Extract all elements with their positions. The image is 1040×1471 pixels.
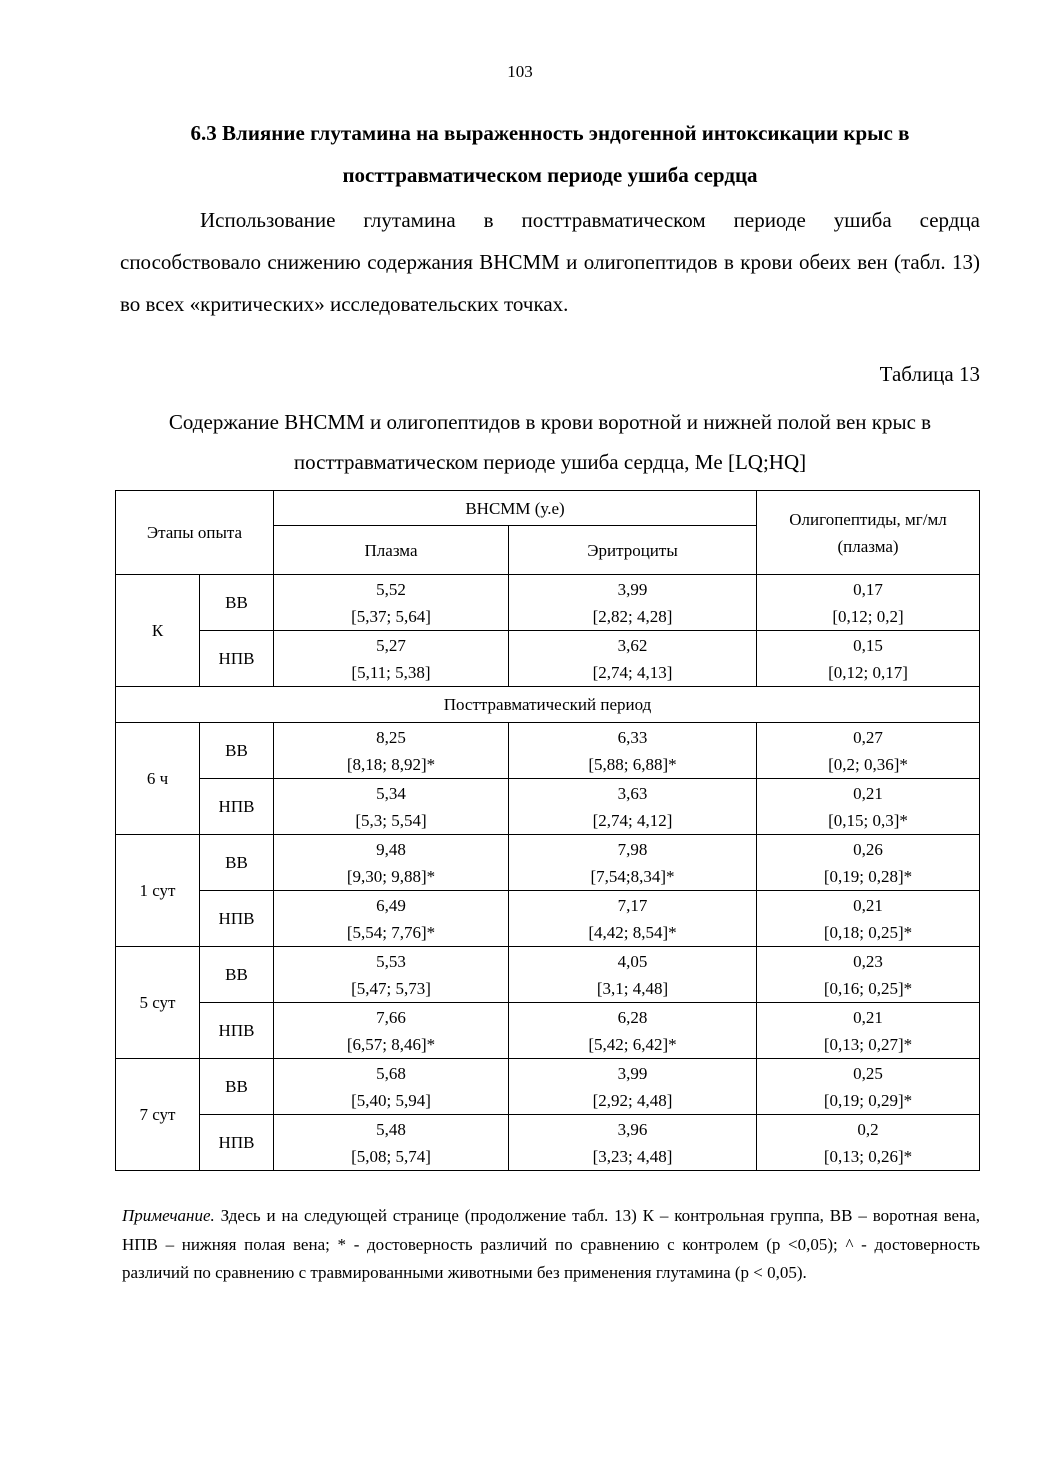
- plasma-cell: [274, 723, 509, 779]
- erythrocytes-cell-quartiles: [2,92; 4,48]: [592, 1090, 673, 1110]
- oligopeptides-cell-median: 0,17: [853, 579, 883, 599]
- stage-cell: 1 сут: [116, 835, 200, 947]
- header-oligo: Олигопептиды, мг/мл (плазма): [757, 491, 980, 575]
- erythrocytes-cell: [509, 947, 757, 1003]
- oligopeptides-cell-quartiles: [0,12; 0,2]: [832, 606, 904, 626]
- table-row: [116, 723, 980, 779]
- oligopeptides-cell-median: 0,26: [853, 839, 883, 859]
- erythrocytes-cell: [509, 779, 757, 835]
- oligopeptides-cell: [757, 835, 980, 891]
- oligopeptides-cell: [757, 723, 980, 779]
- erythrocytes-cell-quartiles: [5,88; 6,88]*: [588, 754, 677, 774]
- vein-cell: ВВ: [200, 1059, 274, 1115]
- erythrocytes-cell-median: 7,17: [617, 895, 648, 915]
- plasma-cell: [274, 575, 509, 631]
- note-label: Примечание.: [122, 1206, 215, 1225]
- plasma-cell: [274, 631, 509, 687]
- oligopeptides-cell-quartiles: [0,12; 0,17]: [828, 662, 908, 682]
- plasma-cell-quartiles: [5,08; 5,74]: [351, 1146, 431, 1166]
- plasma-cell: [274, 1003, 509, 1059]
- plasma-cell-median: 5,48: [376, 1119, 406, 1139]
- oligopeptides-cell: [757, 575, 980, 631]
- table-note: [122, 1202, 980, 1288]
- oligopeptides-cell: [757, 631, 980, 687]
- table-row: [116, 947, 980, 1003]
- plasma-cell: [274, 891, 509, 947]
- oligopeptides-cell-quartiles: [0,19; 0,29]*: [823, 1090, 913, 1110]
- plasma-cell-quartiles: [5,54; 7,76]*: [346, 922, 436, 942]
- page-number: 103: [507, 62, 533, 81]
- table-row: [116, 779, 980, 835]
- erythrocytes-cell: [509, 1059, 757, 1115]
- oligopeptides-cell-median: 0,2: [857, 1119, 879, 1139]
- plasma-cell-median: 5,53: [376, 951, 406, 971]
- data-table: [115, 490, 980, 1171]
- erythrocytes-cell-median: 3,99: [617, 1063, 648, 1083]
- erythrocytes-cell-median: 3,99: [617, 579, 648, 599]
- oligopeptides-cell: [757, 947, 980, 1003]
- oligopeptides-cell-median: 0,21: [853, 895, 883, 915]
- plasma-cell: [274, 947, 509, 1003]
- table-row: [116, 575, 980, 631]
- erythrocytes-cell-quartiles: [3,23; 4,48]: [592, 1146, 673, 1166]
- header-stages: Этапы опыта: [116, 491, 274, 575]
- erythrocytes-cell-quartiles: [7,54;8,34]*: [590, 866, 675, 886]
- plasma-cell: [274, 835, 509, 891]
- erythrocytes-cell: [509, 575, 757, 631]
- table-row: [116, 835, 980, 891]
- note-text: Здесь и на следующей странице (продолжение табл. 13) К – контрольная группа, ВВ – воротная вена, НПВ – нижняя полая вена; * - достоверность различий по сравнению с контролем (р <0,05); ^ - достоверность различий по сравнению с травмированными животными без применения глутамина (р < 0,05).: [122, 1206, 980, 1282]
- stage-cell: 5 сут: [116, 947, 200, 1059]
- table-row: [116, 891, 980, 947]
- plasma-cell: [274, 1115, 509, 1171]
- header-vnsmm: ВНСММ (у.е): [274, 491, 757, 526]
- erythrocytes-cell: [509, 723, 757, 779]
- oligopeptides-cell-quartiles: [0,15; 0,3]*: [828, 810, 908, 830]
- oligopeptides-cell-quartiles: [0,13; 0,26]*: [823, 1146, 913, 1166]
- oligopeptides-cell-median: 0,21: [853, 783, 883, 803]
- erythrocytes-cell-median: 6,28: [617, 1007, 648, 1027]
- plasma-cell-median: 9,48: [376, 839, 406, 859]
- table-caption: Содержание ВНСММ и олигопептидов в крови воротной и нижней полой вен крыс в посттравматическом периоде ушиба сердца, Me [LQ;HQ]: [168, 410, 932, 474]
- oligopeptides-cell-median: 0,25: [853, 1063, 883, 1083]
- oligopeptides-cell: [757, 1115, 980, 1171]
- plasma-cell: [274, 779, 509, 835]
- oligopeptides-cell: [757, 1059, 980, 1115]
- erythrocytes-cell-quartiles: [3,1; 4,48]: [596, 978, 669, 998]
- oligopeptides-cell: [757, 779, 980, 835]
- oligopeptides-cell-quartiles: [0,2; 0,36]*: [828, 754, 908, 774]
- plasma-cell-median: 7,66: [376, 1007, 406, 1027]
- erythrocytes-cell-quartiles: [4,42; 8,54]*: [588, 922, 677, 942]
- table-row: [116, 1115, 980, 1171]
- section-title: 6.3 Влияние глутамина на выраженность эндогенной интоксикации крыс в посттравматическом периоде ушиба сердца: [190, 121, 910, 187]
- period-row: [116, 687, 980, 723]
- erythrocytes-cell-quartiles: [5,42; 6,42]*: [588, 1034, 677, 1054]
- oligopeptides-cell-quartiles: [0,16; 0,25]*: [823, 978, 913, 998]
- plasma-cell-quartiles: [5,3; 5,54]: [355, 810, 427, 830]
- period-label: Посттравматический период: [116, 687, 980, 723]
- erythrocytes-cell: [509, 891, 757, 947]
- plasma-cell-median: 5,34: [376, 783, 406, 803]
- erythrocytes-cell: [509, 835, 757, 891]
- table-label: Таблица 13: [879, 362, 980, 386]
- vein-cell: НПВ: [200, 779, 274, 835]
- oligopeptides-cell-median: 0,15: [853, 635, 883, 655]
- table-row: [116, 1059, 980, 1115]
- stage-cell: 7 сут: [116, 1059, 200, 1171]
- vein-cell: ВВ: [200, 723, 274, 779]
- plasma-cell-quartiles: [5,37; 5,64]: [351, 606, 431, 626]
- erythrocytes-cell-median: 3,63: [617, 783, 648, 803]
- plasma-cell-quartiles: [9,30; 9,88]*: [346, 866, 436, 886]
- oligopeptides-cell-quartiles: [0,13; 0,27]*: [823, 1034, 913, 1054]
- erythrocytes-cell: [509, 1115, 757, 1171]
- plasma-cell-median: 5,52: [376, 579, 406, 599]
- erythrocytes-cell-quartiles: [2,74; 4,12]: [592, 810, 673, 830]
- oligopeptides-cell: [757, 891, 980, 947]
- stage-cell: К: [116, 575, 200, 687]
- oligopeptides-cell: [757, 1003, 980, 1059]
- oligopeptides-cell-median: 0,21: [853, 1007, 883, 1027]
- header-erythrocytes: Эритроциты: [509, 526, 757, 575]
- body-paragraph: Использование глутамина в посттравматическом периоде ушиба сердца способствовало снижению содержания ВНСММ и олигопептидов в крови обеих вен (табл. 13) во всех «критических» исследовательских точках.: [120, 208, 980, 316]
- erythrocytes-cell-quartiles: [2,74; 4,13]: [592, 662, 673, 682]
- erythrocytes-cell-quartiles: [2,82; 4,28]: [592, 606, 673, 626]
- vein-cell: ВВ: [200, 575, 274, 631]
- table-row: [116, 1003, 980, 1059]
- plasma-cell-quartiles: [5,47; 5,73]: [351, 978, 431, 998]
- plasma-cell: [274, 1059, 509, 1115]
- erythrocytes-cell: [509, 1003, 757, 1059]
- erythrocytes-cell-median: 4,05: [617, 951, 648, 971]
- oligopeptides-cell-median: 0,23: [853, 951, 883, 971]
- vein-cell: НПВ: [200, 631, 274, 687]
- erythrocytes-cell: [509, 631, 757, 687]
- plasma-cell-quartiles: [5,40; 5,94]: [351, 1090, 431, 1110]
- plasma-cell-median: 5,27: [376, 635, 406, 655]
- erythrocytes-cell-median: 6,33: [617, 727, 648, 747]
- stage-cell: 6 ч: [116, 723, 200, 835]
- oligopeptides-cell-quartiles: [0,18; 0,25]*: [823, 922, 913, 942]
- plasma-cell-median: 6,49: [376, 895, 406, 915]
- vein-cell: НПВ: [200, 891, 274, 947]
- plasma-cell-quartiles: [8,18; 8,92]*: [346, 754, 436, 774]
- oligopeptides-cell-quartiles: [0,19; 0,28]*: [823, 866, 913, 886]
- oligopeptides-cell-median: 0,27: [853, 727, 883, 747]
- erythrocytes-cell-median: 3,62: [617, 635, 648, 655]
- header-plasma: Плазма: [274, 526, 509, 575]
- vein-cell: НПВ: [200, 1115, 274, 1171]
- vein-cell: НПВ: [200, 1003, 274, 1059]
- plasma-cell-median: 8,25: [376, 727, 406, 747]
- plasma-cell-quartiles: [5,11; 5,38]: [351, 662, 431, 682]
- erythrocytes-cell-median: 3,96: [617, 1119, 648, 1139]
- plasma-cell-quartiles: [6,57; 8,46]*: [346, 1034, 436, 1054]
- vein-cell: ВВ: [200, 947, 274, 1003]
- erythrocytes-cell-median: 7,98: [617, 839, 648, 859]
- plasma-cell-median: 5,68: [376, 1063, 406, 1083]
- table-row: [116, 631, 980, 687]
- vein-cell: ВВ: [200, 835, 274, 891]
